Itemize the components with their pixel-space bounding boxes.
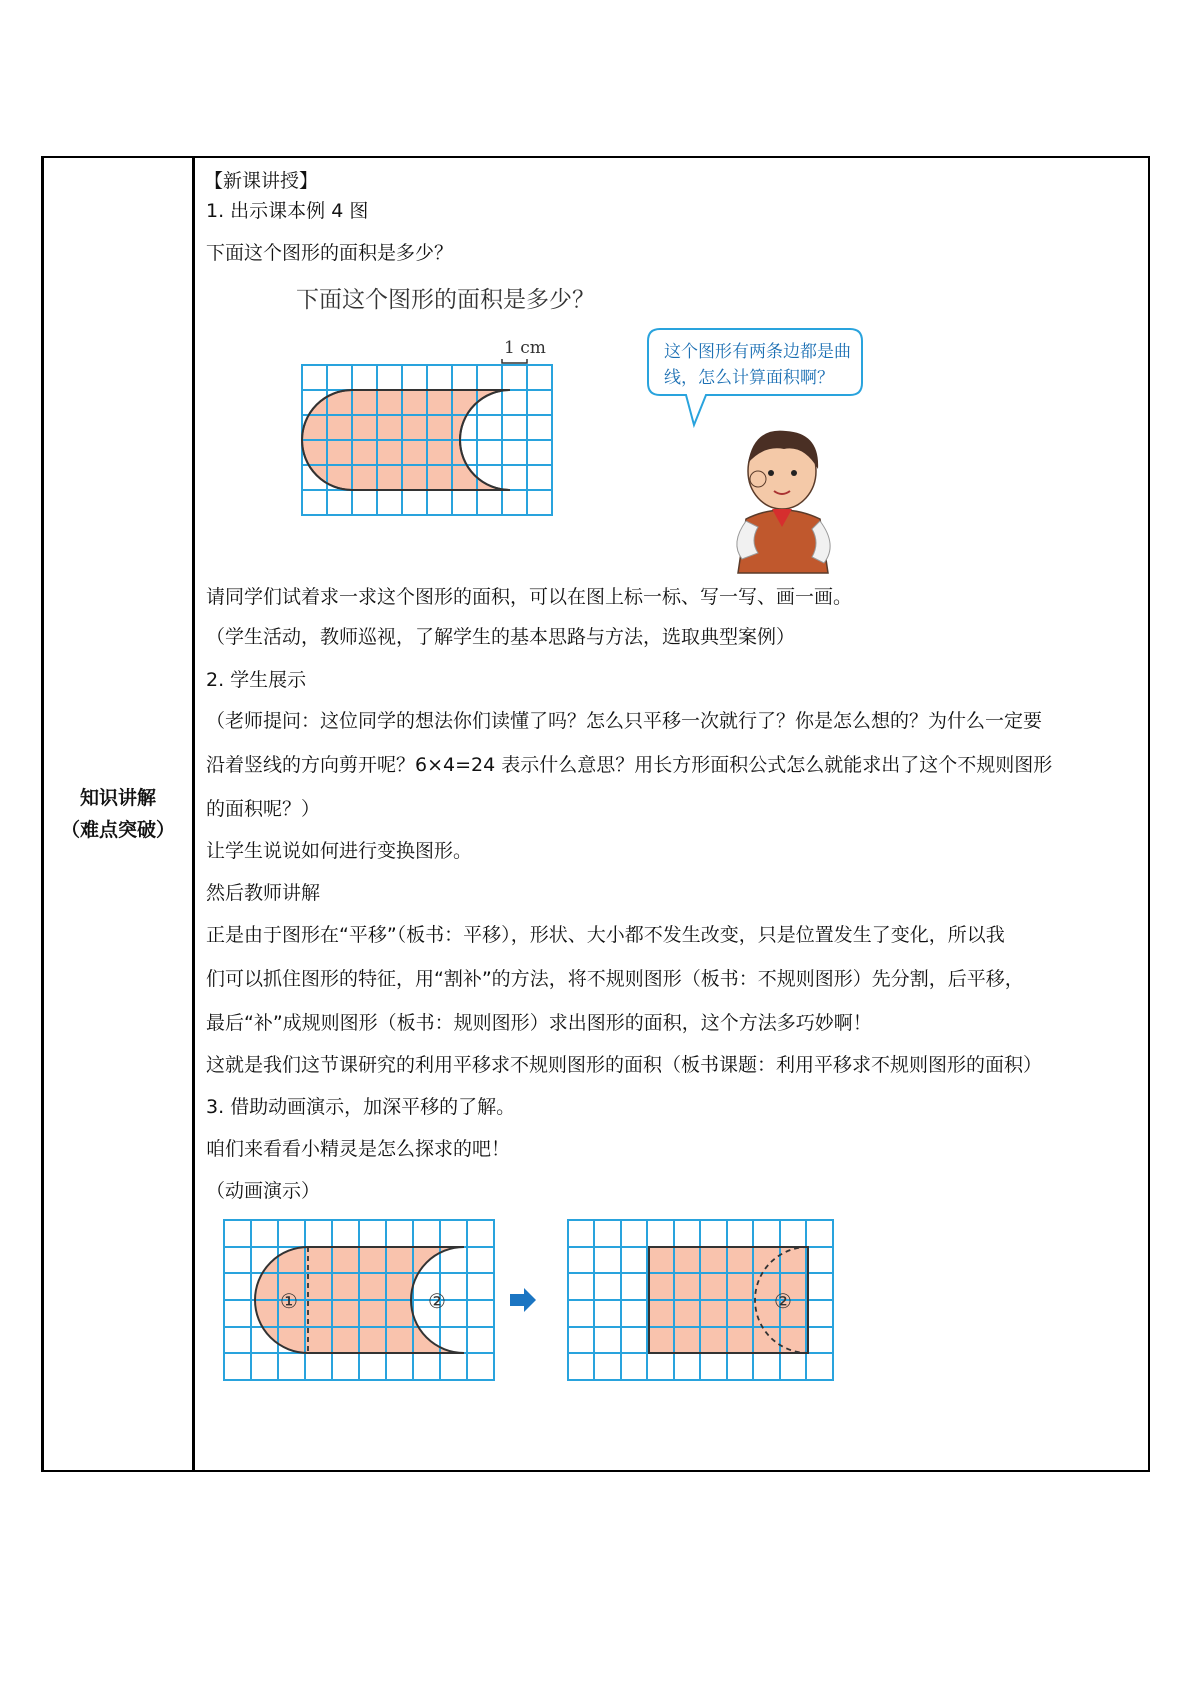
- unit-bracket: [502, 359, 527, 363]
- piece-1-label: ①: [280, 1289, 298, 1313]
- boy-illustration: [737, 431, 830, 573]
- paragraph-6-line-3: 最后“补”成规则图形（板书：规则图形）求出图形的面积，这个方法多巧妙啊！: [206, 1012, 872, 1034]
- step-1: 1. 出示课本例 4 图: [206, 200, 369, 222]
- section-label-cell: [44, 158, 192, 1470]
- unit-label: 1 cm: [504, 338, 546, 358]
- paragraph-4: 让学生说说如何进行变换图形。: [206, 840, 473, 862]
- section-label: 知识讲解: [79, 787, 156, 809]
- animation-figure: [206, 1208, 846, 1388]
- step-3: 3. 借助动画演示，加深平移的了解。: [206, 1096, 516, 1118]
- grid-lines: [302, 365, 552, 515]
- paragraph-8: 咱们来看看小精灵是怎么探求的吧！: [206, 1138, 511, 1160]
- grid-figure: [302, 365, 552, 515]
- arrow-icon: [510, 1288, 536, 1312]
- paragraph-7: 这就是我们这节课研究的利用平移求不规则图形的面积（板书课题：利用平移求不规则图形的面积）: [206, 1054, 1043, 1076]
- paragraph-3-line-1: （老师提问：这位同学的想法你们读懂了吗？怎么只平移一次就行了？你是怎么想的？为什么一定要: [206, 710, 1043, 732]
- paragraph-3-line-2: 沿着竖线的方向剪开呢？6×4=24 表示什么意思？用长方形面积公式怎么就能求出了这个不规则图形: [206, 754, 1053, 776]
- piece-2-label: ②: [428, 1289, 446, 1313]
- speech-line-1: 这个图形有两条边都是曲: [664, 342, 851, 362]
- paragraph-3-line-3: 的面积呢？）: [206, 798, 321, 820]
- speech-line-2: 线，怎么计算面积啊？: [664, 368, 834, 388]
- after-grid: [568, 1220, 833, 1380]
- paragraph-6-line-1: 正是由于图形在“平移”（板书：平移），形状、大小都不发生改变，只是位置发生了变化，所以我: [206, 924, 1005, 946]
- step-2: 2. 学生展示: [206, 669, 307, 691]
- section-sublabel: （难点突破）: [60, 819, 175, 841]
- column-divider: [192, 158, 195, 1470]
- lesson-heading: 【新课讲授】: [204, 170, 319, 192]
- textbook-figure: [246, 273, 886, 583]
- paragraph-1: 请同学们试着求一求这个图形的面积，可以在图上标一标、写一写、画一画。: [206, 586, 853, 608]
- paragraph-6-line-2: 们可以抓住图形的特征，用“割补”的方法，将不规则图形（板书：不规则图形）先分割，后平移，: [206, 968, 1024, 990]
- before-grid: [224, 1220, 494, 1380]
- paragraph-2: （学生活动，教师巡视，了解学生的基本思路与方法，选取典型案例）: [206, 626, 796, 648]
- paragraph-5: 然后教师讲解: [206, 882, 321, 904]
- piece-2-moved-label: ②: [774, 1289, 792, 1313]
- textbook-question: 下面这个图形的面积是多少？: [296, 287, 595, 313]
- lesson-table: [42, 156, 1150, 1472]
- question-text: 下面这个图形的面积是多少？: [206, 242, 454, 264]
- paragraph-9: （动画演示）: [206, 1180, 321, 1202]
